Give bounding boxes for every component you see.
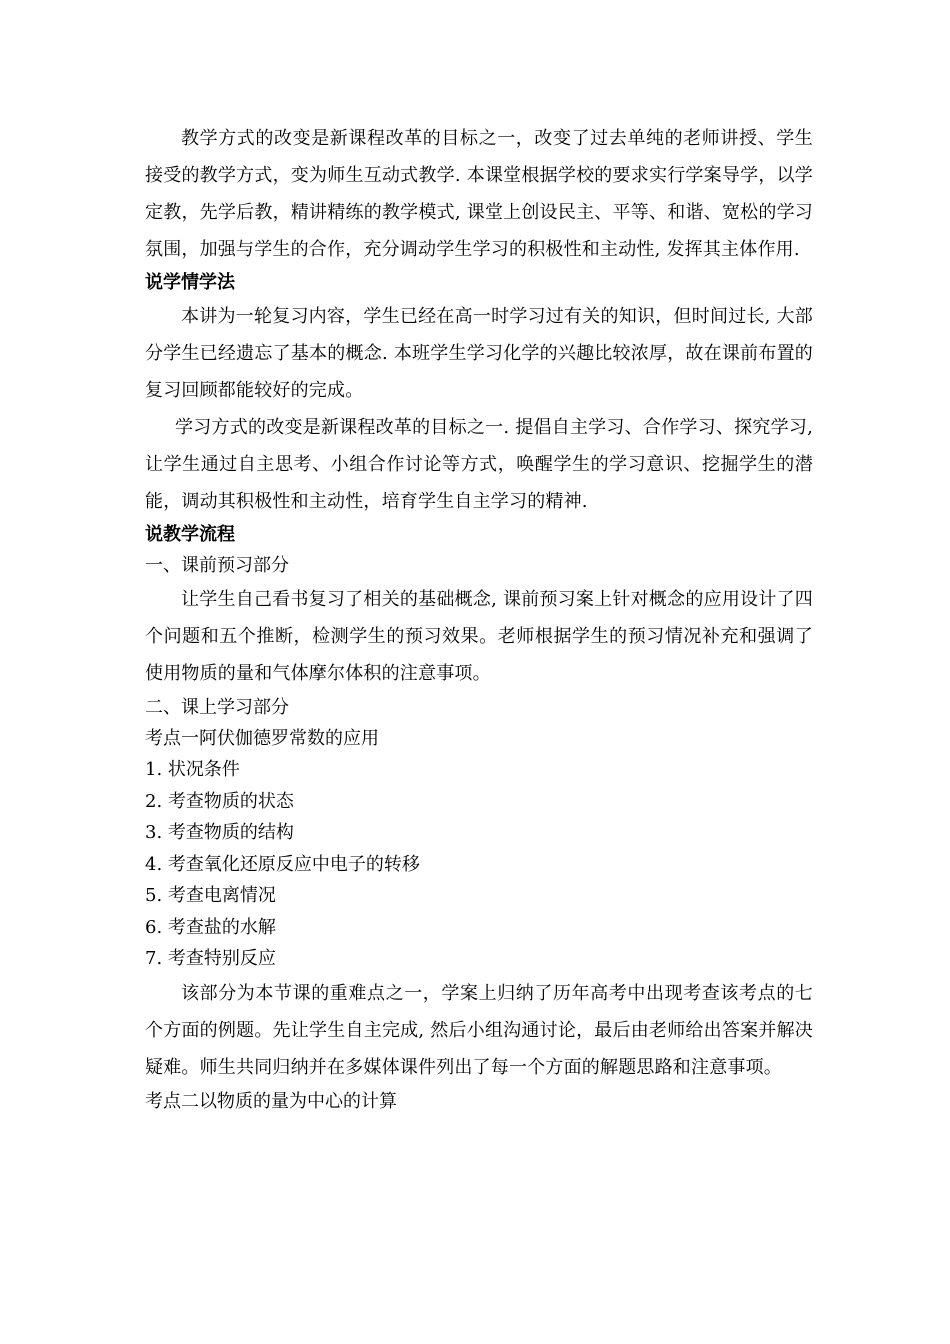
list-item: 4. 考查氧化还原反应中电子的转移 (145, 853, 420, 875)
heading-teaching-process: 说教学流程 (145, 524, 235, 545)
list-item: 5. 考查电离情况 (145, 885, 276, 906)
paragraph-exam-point-one: 该部分为本节课的重难点之一，学案上归纳了历年高考中出现考查该考点的七个方面的例题。先让学生自主完成, 然后小组沟通讨论，最后由老师给出答案并解决疑难。师生共同归纳并在多媒体课件列出了每一个方面的解题思路和注意事项。 (145, 982, 813, 1078)
list-item: 1. 状况条件 (145, 759, 240, 780)
paragraph-student-situation: 本讲为一轮复习内容，学生已经在高一时学习过有关的知识，但时间过长, 大部分学生已经遗忘了基本的概念. 本班学生学习化学的兴趣比较浓厚，故在课前布置的复习回顾都能较好的完成。 (145, 306, 813, 401)
exam-point-two-title: 考点二以物质的量为中心的计算 (145, 1090, 397, 1112)
exam-point-one-list (145, 754, 813, 975)
section-class-title: 二、课上学习部分 (145, 697, 289, 718)
list-item: 6. 考查盐的水解 (145, 916, 276, 938)
list-item: 3. 考查物质的结构 (145, 822, 294, 843)
list-item: 7. 考查特别反应 (145, 948, 276, 969)
paragraph-preview: 让学生自己看书复习了相关的基础概念, 课前预习案上针对概念的应用设计了四个问题和五个推断，检测学生的预习效果。老师根据学生的预习情况补充和强调了使用物质的量和气体摩尔体积的注意事项。 (145, 589, 813, 684)
heading-student-analysis: 说学情学法 (145, 272, 235, 293)
list-item: 2. 考查物质的状态 (145, 790, 294, 812)
paragraph-teaching-method: 教学方式的改变是新课程改革的目标之一，改变了过去单纯的老师讲授、学生接受的教学方式，变为师生互动式教学. 本课堂根据学校的要求实行学案导学，以学定教，先学后教，精讲精练的教学模式, 课堂上创设民主、平等、和谐、宽松的学习氛围，加强与学生的合作，充分调动学生学习的积极性和主动性, 发挥其主体作用. (145, 128, 813, 260)
paragraph-learning-method: 学习方式的改变是新课程改革的目标之一. 提倡自主学习、合作学习、探究学习, 让学生通过自主思考、小组合作讨论等方式，唤醒学生的学习意识、挖掘学生的潜能，调动其积极性和主动性，培育学生自主学习的精神. (145, 417, 813, 512)
exam-point-one-title: 考点一阿伏伽德罗常数的应用 (145, 728, 379, 749)
document-body (145, 120, 813, 1117)
section-preview-title: 一、课前预习部分 (145, 555, 289, 576)
